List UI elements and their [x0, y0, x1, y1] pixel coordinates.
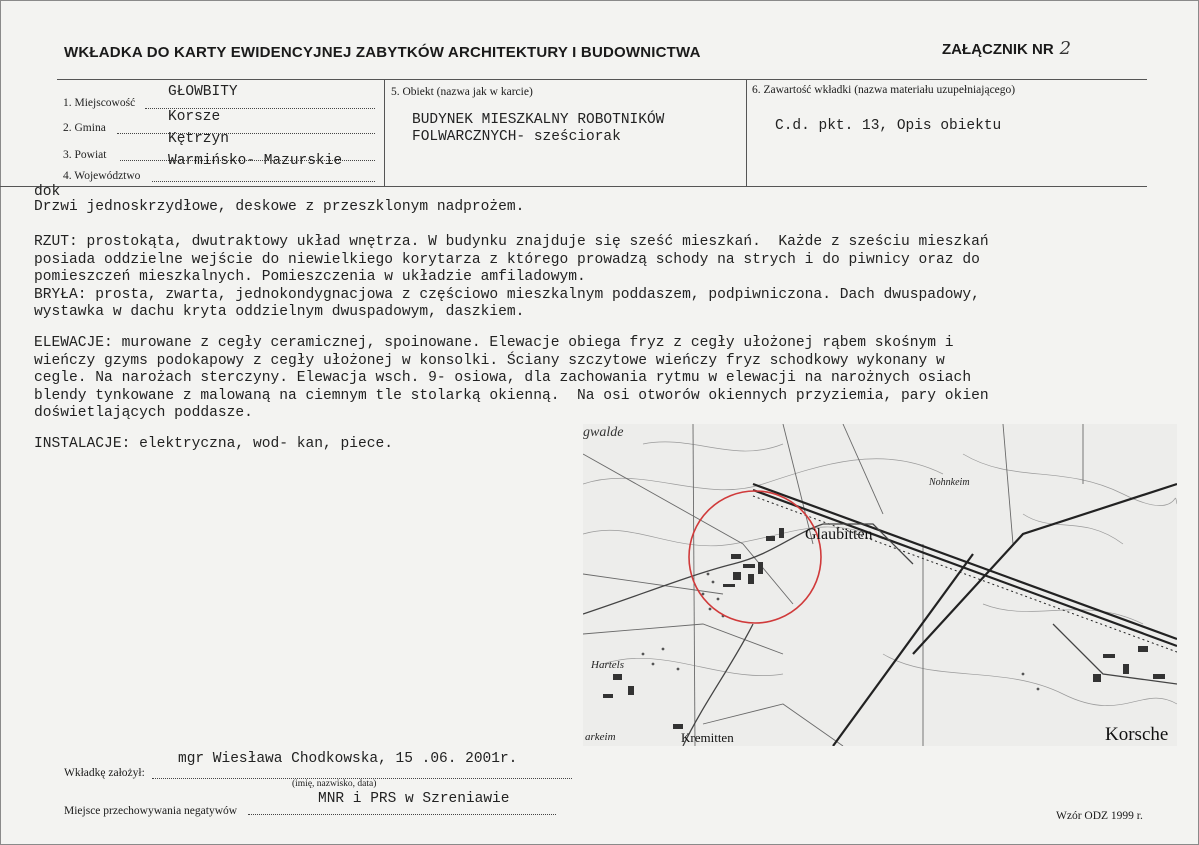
prepared-by-note: (imię, nazwisko, data) — [292, 779, 377, 789]
negatives-storage-value: MNR i PRS w Szreniawie — [318, 791, 510, 807]
map-label-top: gwalde — [583, 425, 624, 440]
map-label-nohnkeim: Nohnkeim — [929, 477, 970, 488]
map-label-arkeim: arkeim — [585, 731, 616, 743]
map-label-hartels: Hartels — [591, 659, 624, 671]
locality-label: 1. Miejscowość — [63, 97, 136, 109]
form-title: WKŁADKA DO KARTY EWIDENCYJNEJ ZABYTKÓW ARCHITEKTURY I BUDOWNICTWA — [64, 44, 701, 61]
annex-number: 2 — [1059, 38, 1072, 59]
annex-label-text: ZAŁĄCZNIK NR — [942, 41, 1054, 58]
county-label: 3. Powiat — [63, 149, 107, 161]
topographic-map-image — [583, 424, 1177, 746]
plan-and-mass-paragraph: RZUT: prostokąta, dwutraktowy układ wnętrza. W budynku znajduje się sześć mieszkań. Każde z sześciu mieszkań posiada oddzielne wejście do niewielkiego korytarza z którego prowadzą schody na strych i do piwnicy oraz do pomieszczeń mieszkalnych. Pomieszczenia w układzie amfiladowym. BRYŁA: prosta, zwarta, jednokondygnacjowa z częściowo mieszkalnym poddaszem, podpiwniczona. Dach dwuspadowy, wystawka w dachu kryta oddzielnym dwuspadowym, daszkiem. — [34, 234, 989, 320]
map-label-main: Glaubitten — [805, 526, 873, 543]
object-value: BUDYNEK MIESZKALNY ROBOTNIKÓW FOLWARCZNYCH- sześciorak — [412, 112, 665, 145]
negatives-storage-line — [248, 814, 556, 815]
voivodeship-line — [152, 181, 375, 182]
installations-paragraph: INSTALACJE: elektryczna, wod- kan, piece. — [34, 436, 394, 452]
annex-label — [942, 38, 1071, 59]
negatives-storage-label: Miejsce przechowywania negatywów — [64, 805, 238, 817]
prepared-by-label: Wkładkę założył: — [64, 767, 145, 779]
commune-label: 2. Gmina — [63, 122, 106, 134]
elevations-paragraph: ELEWACJE: murowane z cegły ceramicznej, spoinowane. Elewacje obiega fryz z cegły ułożonej rąbem skośnym i wieńczy gzyms podokapowy z cegły ułożonej w konsolki. Ściany szczytowe wieńczy fryz schodkowy wykonany w cegle. Na narożach sterczyny. Elewacja wsch. 9- osiowa, dla zachowania rytmu w elewacji na narożnych osiach blendy tynkowane z malowaną na ciemnym tle stolarką okienną. Na osi otworów okiennych przyziemia, pary okien doświetlających poddasze. — [34, 335, 989, 421]
commune-value: Korsze — [168, 109, 221, 125]
doors-paragraph: Drzwi jednoskrzydłowe, deskowe z przeszklonym nadprożem. — [34, 199, 525, 215]
commune-line — [117, 133, 375, 134]
voivodeship-value: Warmińsko- Mazurskie — [168, 153, 343, 169]
column-divider-1 — [384, 79, 385, 187]
voivodeship-label: 4. Województwo — [63, 170, 141, 182]
prepared-by-value: mgr Wiesława Chodkowska, 15 .06. 2001r. — [178, 751, 518, 767]
form-number: Wzór ODZ 1999 r. — [1056, 810, 1143, 822]
column-divider-2 — [746, 79, 747, 187]
contents-label: 6. Zawartość wkładki (nazwa materiału uzupełniającego) — [752, 84, 1016, 96]
map-label-kremitten: Kremitten — [681, 730, 734, 745]
top-rule — [57, 79, 1147, 80]
map-label-korsche: Korsche — [1105, 724, 1169, 745]
locality-value: GŁOWBITY — [168, 84, 238, 100]
county-value: Kętrzyn — [168, 131, 229, 147]
location-map — [583, 424, 1177, 746]
object-label: 5. Obiekt (nazwa jak w karcie) — [391, 86, 533, 98]
contents-value: C.d. pkt. 13, Opis obiektu — [775, 118, 1002, 134]
cut-off-word: dok — [34, 184, 61, 200]
